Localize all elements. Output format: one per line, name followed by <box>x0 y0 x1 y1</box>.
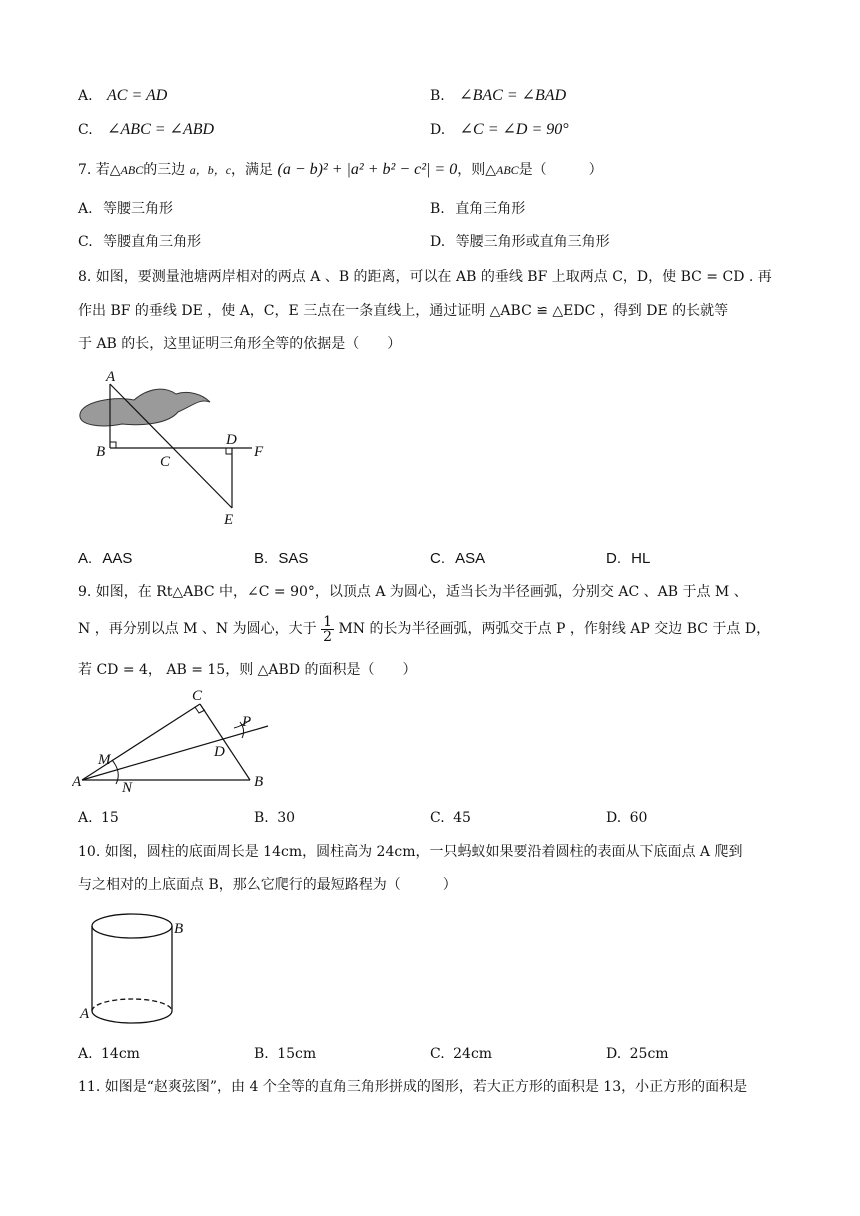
option-text: ∠C = ∠D = 90° <box>459 121 569 138</box>
q7-formula: (a − b)² + |a² + b² − c²| = 0 <box>277 161 458 178</box>
cylinder-bottom-back <box>92 999 172 1011</box>
q10-stem-line1: 10. 如图，圆柱的底面周长是 14cm，圆柱高为 24cm，一只蚂蚁如果要沿着圆柱的表面从下底面点 A 爬到 <box>78 844 743 860</box>
q7-triangle-name: ABC <box>120 163 144 177</box>
fraction-one-half <box>321 615 334 644</box>
option-letter: C. <box>78 122 93 138</box>
q6-option-d <box>430 120 569 140</box>
q8-stem-line1: 8. 如图，要测量池塘两岸相对的两点 A 、B 的距离，可以在 AB 的垂线 BF 上取两点 C，D，使 BC = CD . 再 <box>78 269 772 285</box>
q7-stem-part: 的三边 <box>143 162 186 178</box>
option-letter: C. <box>430 810 445 826</box>
label-m: M <box>98 752 111 768</box>
q7-stem-part: 7. 若△ <box>78 162 121 178</box>
option-letter: B. <box>254 550 269 567</box>
option-letter: D. <box>606 1046 622 1062</box>
q7-stem-part: 是（ ） <box>518 162 603 178</box>
segment-ac <box>82 704 200 780</box>
option-text: 等腰三角形 <box>103 201 174 217</box>
option-text: 60 <box>629 810 648 826</box>
label-b: B <box>254 774 264 790</box>
option-text: HL <box>631 550 651 567</box>
label-b: B <box>174 921 184 937</box>
label-c: C <box>160 454 171 470</box>
label-d: D <box>214 744 225 760</box>
q8-pond-figure <box>72 366 272 528</box>
q8-option-b <box>254 549 308 569</box>
option-text: 30 <box>277 810 296 826</box>
option-letter: D. <box>606 550 621 567</box>
q9-stem-part: N ，再分别以点 M 、N 为圆心，大于 <box>78 621 317 637</box>
q9-triangle-figure <box>72 684 278 796</box>
right-angle-b <box>110 442 116 448</box>
q10-stem-line2: 与之相对的上底面点 B，那么它爬行的最短路程为（ ） <box>78 877 457 893</box>
label-n: N <box>122 780 133 796</box>
option-letter: B. <box>430 88 445 104</box>
q7-sides: a，b，c <box>189 163 232 177</box>
cylinder-top <box>92 914 172 938</box>
option-letter: C. <box>430 1046 445 1062</box>
option-text: 等腰三角形或直角三角形 <box>455 234 610 250</box>
option-letter: A. <box>78 810 93 826</box>
option-letter: B. <box>254 810 269 826</box>
option-text: AAS <box>102 550 133 567</box>
option-letter: A. <box>78 1046 93 1062</box>
q9-stem-part: MN 的长为半径画弧，两弧交于点 P ，作射线 AP 交边 BC 于点 D， <box>338 621 771 637</box>
option-text: 25cm <box>629 1046 669 1062</box>
q9-option-c <box>430 808 471 828</box>
option-letter: B. <box>430 201 445 217</box>
option-text: ∠ABC = ∠ABD <box>107 121 215 138</box>
q7-stem-part: ，则△ <box>457 162 496 178</box>
label-d: D <box>226 432 237 448</box>
q9-stem-line1: 9. 如图，在 Rt△ABC 中，∠C = 90°，以顶点 A 为圆心，适当长为半径画弧，分别交 AC 、AB 于点 M 、 <box>78 584 748 600</box>
option-text: 15cm <box>277 1046 317 1062</box>
label-a: A <box>80 1006 90 1022</box>
q10-option-b <box>254 1044 316 1064</box>
option-letter: D. <box>606 810 622 826</box>
option-text: 等腰直角三角形 <box>103 234 202 250</box>
q8-option-c <box>430 549 485 569</box>
q10-option-c <box>430 1044 492 1064</box>
q7-stem <box>78 160 603 180</box>
q9-stem-line3: 若 CD = 4， AB = 15，则 △ABD 的面积是（ ） <box>78 662 417 678</box>
fraction-numerator: 1 <box>323 613 333 630</box>
label-b: B <box>96 444 106 460</box>
q7-stem-part: ，满足 <box>231 162 274 178</box>
label-a: A <box>72 774 82 790</box>
q9-stem-line2 <box>78 614 770 644</box>
cylinder-bottom-front <box>92 1011 172 1023</box>
q10-cylinder-figure <box>72 908 192 1028</box>
q6-option-a <box>78 86 167 106</box>
option-text: 24cm <box>453 1046 493 1062</box>
label-p: P <box>242 714 252 730</box>
option-text: 45 <box>453 810 471 826</box>
option-text: AC = AD <box>107 87 168 104</box>
label-e: E <box>224 512 234 528</box>
option-text: ∠BAC = ∠BAD <box>459 87 567 104</box>
q7-option-c <box>78 232 201 252</box>
q9-option-b <box>254 808 295 828</box>
q6-option-b <box>430 86 566 106</box>
fraction-denominator: 2 <box>323 628 333 645</box>
label-a: A <box>106 369 116 385</box>
option-letter: B. <box>254 1046 269 1062</box>
option-letter: A. <box>78 88 93 104</box>
q8-stem-line3: 于 AB 的长，这里证明三角形全等的依据是（ ） <box>78 336 402 352</box>
q11-stem-line1: 11. 如图是“赵爽弦图”，由 4 个全等的直角三角形拼成的图形，若大正方形的面积是 13，小正方形的面积是 <box>78 1079 748 1095</box>
q7-triangle-name: ABC <box>496 163 519 177</box>
option-text: 15 <box>101 810 119 826</box>
q7-option-b <box>430 199 525 219</box>
q7-option-d <box>430 232 610 252</box>
q9-option-d <box>606 808 647 828</box>
pond-shape <box>80 389 210 426</box>
q6-option-c <box>78 120 214 140</box>
option-letter: C. <box>78 234 93 250</box>
option-text: 14cm <box>101 1046 140 1062</box>
option-letter: D. <box>430 234 446 250</box>
q9-option-a <box>78 808 119 828</box>
option-letter: A. <box>78 550 93 567</box>
option-text: 直角三角形 <box>455 201 526 217</box>
q10-option-d <box>606 1044 669 1064</box>
q8-option-d <box>606 549 650 569</box>
option-letter: A. <box>78 201 93 217</box>
option-letter: D. <box>430 122 446 138</box>
option-letter: C. <box>430 550 445 567</box>
q8-option-a <box>78 549 132 569</box>
q10-option-a <box>78 1044 140 1064</box>
option-text: ASA <box>455 550 486 567</box>
label-c: C <box>192 688 203 704</box>
q8-stem-line2: 作出 BF 的垂线 DE ，使 A，C，E 三点在一条直线上，通过证明 △ABC ≌ △EDC ，得到 DE 的长就等 <box>78 303 729 319</box>
right-angle-d <box>226 448 232 454</box>
option-text: SAS <box>278 550 309 567</box>
label-f: F <box>254 444 264 460</box>
q7-option-a <box>78 199 173 219</box>
